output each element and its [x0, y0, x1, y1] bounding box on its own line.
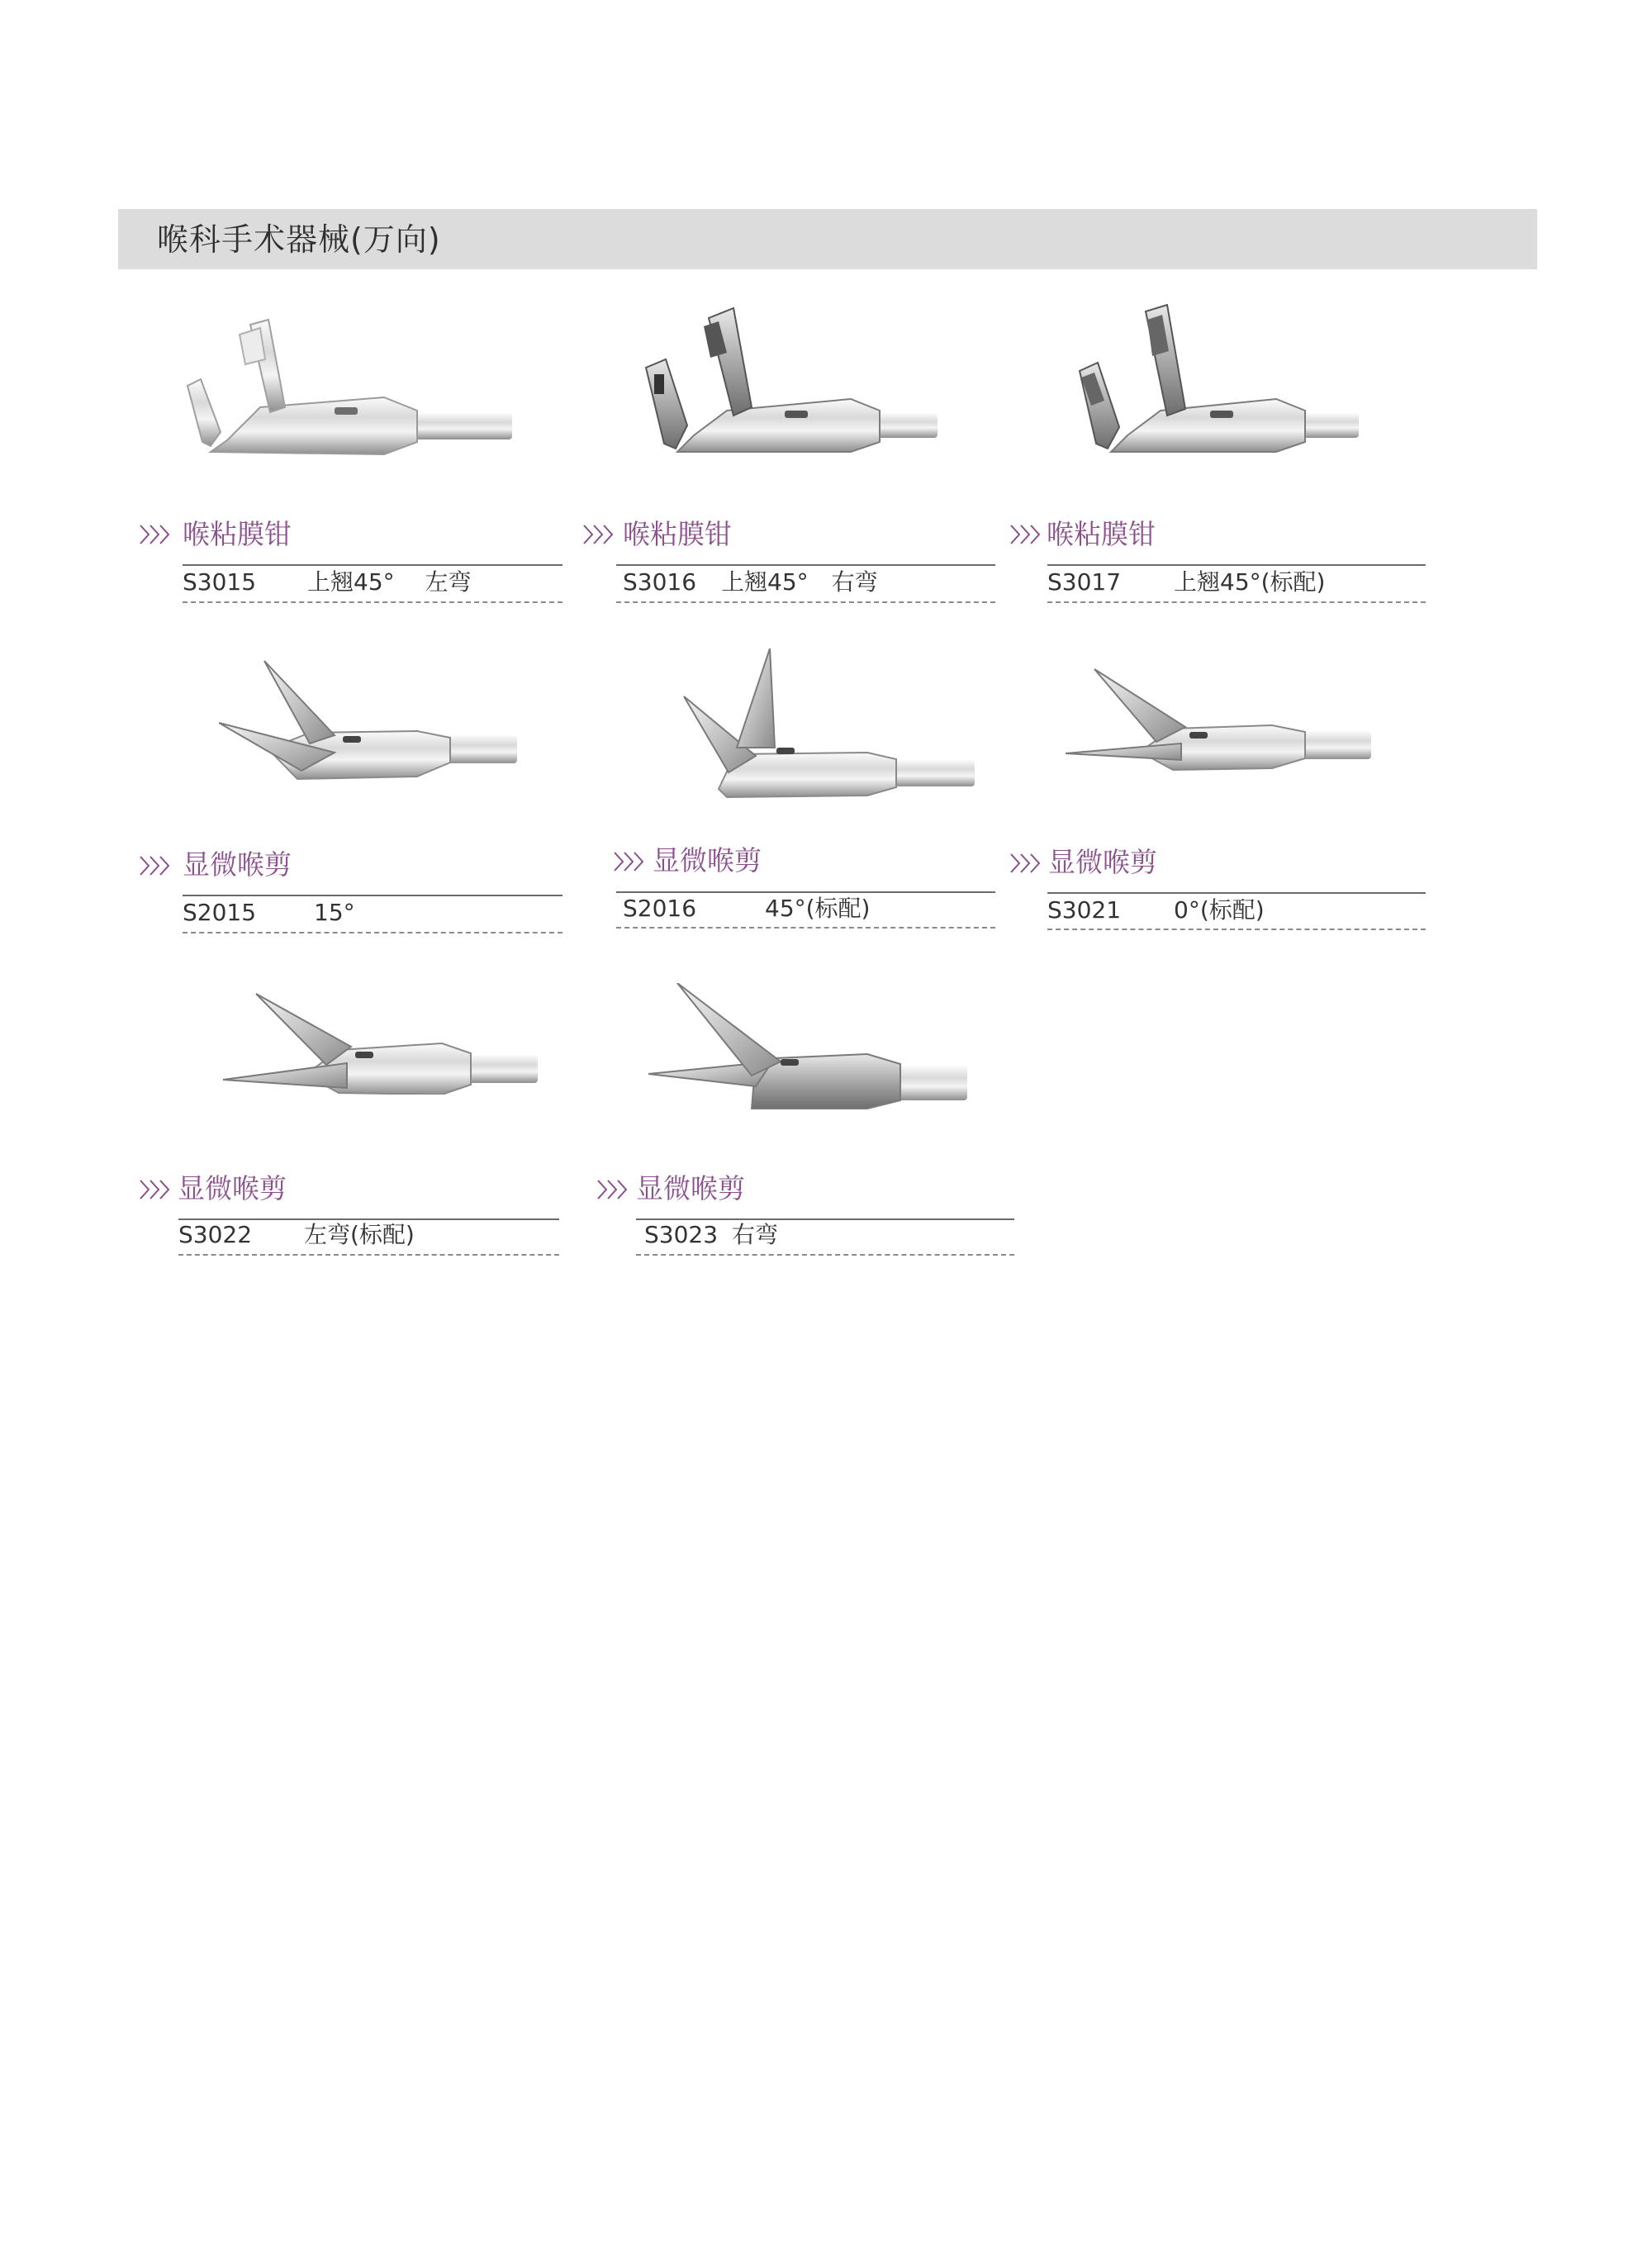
forceps-photo: [178, 310, 516, 463]
product-code: S3017: [1047, 568, 1122, 596]
divider: [636, 1218, 1014, 1220]
product-code: S2016: [623, 895, 697, 922]
divider: [1047, 929, 1426, 930]
product-code: S3023: [644, 1221, 719, 1248]
chevron-icon: [139, 1177, 172, 1202]
product-name: 显微喉剪: [653, 844, 762, 876]
product-code: S3016: [623, 568, 697, 596]
chevron-icon: [596, 1177, 629, 1202]
forceps-photo: [636, 302, 942, 458]
product-name: 显微喉剪: [178, 1172, 287, 1204]
product-spec: 左弯(标配): [304, 1221, 415, 1248]
product-code: S3022: [178, 1221, 253, 1248]
divider: [616, 564, 995, 566]
scissors-photo: [1066, 661, 1375, 777]
product-spec: 上翘45°(标配): [1174, 568, 1326, 596]
product-name: 喉粘膜钳: [1047, 518, 1156, 550]
divider: [183, 932, 563, 933]
divider: [183, 601, 563, 603]
chevron-icon: [1009, 522, 1042, 547]
scissors-photo: [677, 648, 979, 801]
section-title: 喉科手术器械(万向): [157, 221, 441, 258]
product-name: 喉粘膜钳: [623, 518, 732, 550]
divider: [178, 1218, 559, 1220]
product-spec: 15°: [314, 899, 355, 926]
product-name: 显微喉剪: [183, 848, 292, 881]
scissors-photo: [219, 657, 520, 789]
divider: [1047, 892, 1426, 894]
divider: [616, 891, 995, 893]
product-code: S2015: [183, 899, 257, 926]
scissors-photo: [223, 987, 541, 1095]
product-code: S3021: [1047, 896, 1122, 924]
divider: [616, 927, 995, 929]
divider: [178, 1254, 559, 1256]
product-name: 显微喉剪: [1048, 846, 1157, 878]
divider: [636, 1254, 1014, 1256]
divider: [183, 895, 563, 896]
divider: [183, 564, 563, 566]
chevron-icon: [1009, 851, 1042, 876]
chevron-icon: [582, 522, 615, 547]
product-name: 喉粘膜钳: [183, 518, 292, 550]
chevron-icon: [139, 522, 172, 547]
chevron-icon: [613, 849, 646, 874]
product-spec: 45°(标配): [765, 895, 871, 922]
product-spec: 0°(标配): [1174, 896, 1265, 924]
product-spec: 上翘45° 左弯: [307, 568, 472, 596]
product-spec: 右弯: [732, 1221, 779, 1248]
forceps-photo: [1070, 302, 1363, 458]
product-code: S3015: [183, 568, 257, 596]
product-spec: 上翘45° 右弯: [721, 568, 878, 596]
product-name: 显微喉剪: [636, 1172, 745, 1204]
divider: [1047, 564, 1426, 566]
divider: [1047, 601, 1426, 603]
scissors-photo: [648, 983, 971, 1111]
section-header: [118, 209, 1537, 269]
chevron-icon: [139, 853, 172, 878]
divider: [616, 601, 995, 603]
